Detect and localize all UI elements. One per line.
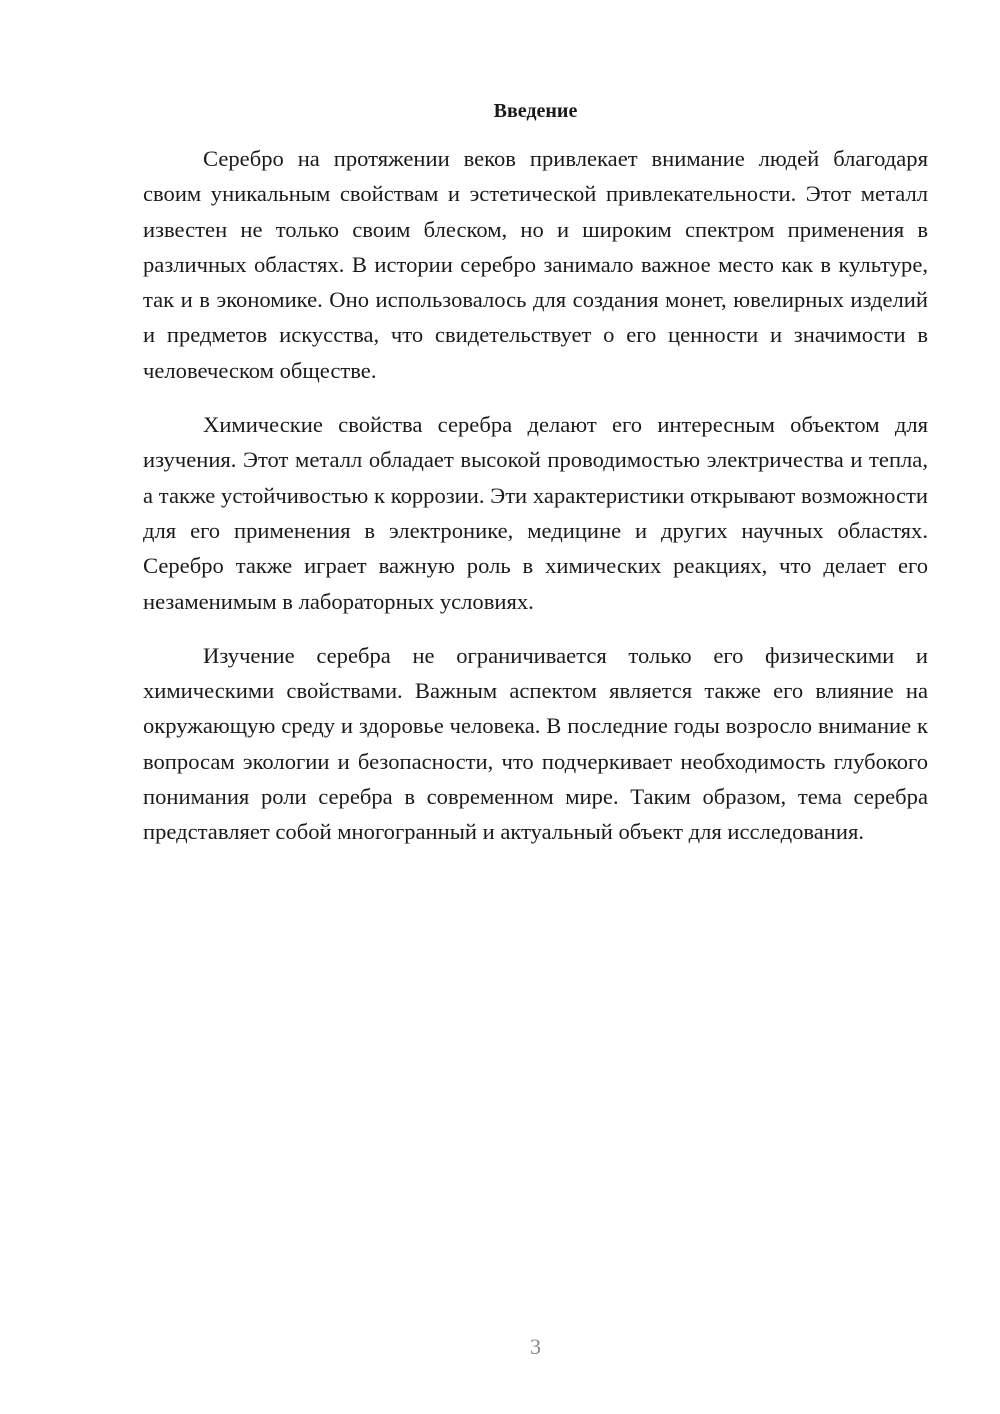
page-content: [143, 96, 928, 869]
paragraph-3: Изучение серебра не ограничивается только его физическими и химическими свойствами. Важным аспектом является также его влияние на окружающую среду и здоровье человека. В последние годы возросло внимание к вопросам экологии и безопасности, что подчеркивает необходимость глубокого понимания роли серебра в современном мире. Таким образом, тема серебра представляет собой многогранный и актуальный объект для исследования.: [143, 642, 928, 845]
page-number: 3: [530, 1334, 541, 1359]
section-heading: Введение: [493, 100, 578, 122]
paragraph-1: Серебро на протяжении веков привлекает внимание людей благодаря своим уникальным свойствам и эстетической привлекательности. Этот металл известен не только своим блеском, но и широким спектром применения в различных областях. В истории серебро занимало важное место как в культуре, так и в экономике. Оно использовалось для создания монет, ювелирных изделий и предметов искусства, что свидетельствует о его ценности и значимости в человеческом обществе.: [143, 146, 928, 383]
paragraph-2: Химические свойства серебра делают его интересным объектом для изучения. Этот металл обладает высокой проводимостью электричества и тепла, а также устойчивостью к коррозии. Эти характеристики открывают возможности для его применения в электронике, медицине и других научных областях. Серебро также играет важную роль в химических реакциях, что делает его незаменимым в лабораторных условиях.: [143, 412, 928, 614]
